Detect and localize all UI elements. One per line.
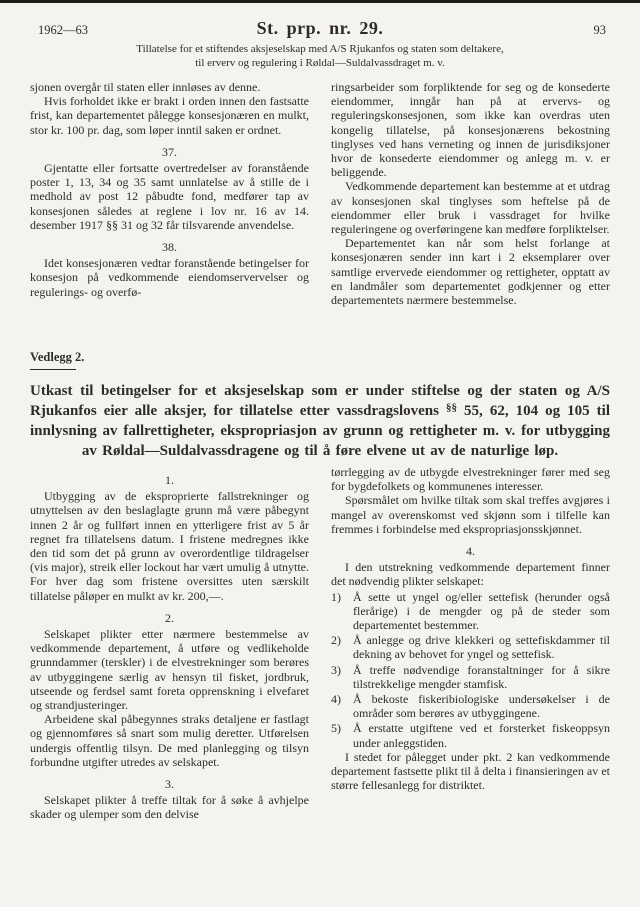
list-item-number: 5) [331, 721, 341, 736]
paragraph: I den utstrekning vedkommende departement finner det nødvendig plikter selskapet: [331, 560, 610, 589]
section-number-4: 4. [466, 544, 475, 559]
paragraph: Idet konsesjonæren vedtar foranstående betingelser for konsesjon på vedkommende eiendomservervelser og regulerings- og overfø- [30, 256, 309, 299]
paragraph: I stedet for pålegget under pkt. 2 kan vedkommende departement fastsette plikt til å delta i finansieringen av et større fellesanlegg for distriktet. [331, 749, 610, 793]
paragraph: Selskapet plikter å treffe tiltak for å søke å avhjelpe skader og ulemper som den delvise [30, 793, 309, 822]
list-item-number: 1) [331, 589, 341, 604]
paragraph: Utbygging av de eksproprierte fallstrekninger og utnyttelsen av den beslaglagte grunn må være påbegynt innen 2 år og fullført innen en ytterligere frist av 5 år regnet fra tillatelsens datum. I fristene medregnes ikke den tid som det på grunn av overordentlige tildragelser (vis major), streik eller lockout har vært umulig å utnytte. For hver dag som fristene oversittes uten særskilt tillatelse påløper en mulkt av kr. 200,—. [30, 489, 309, 603]
scan-edge-line [0, 0, 640, 3]
list-item-text: Å treffe nødvendige foranstaltninger for å sikre tilstrekkelige mengder stamfisk. [353, 662, 610, 691]
list-item [331, 633, 610, 661]
document-subtitle [30, 42, 610, 70]
list-item [331, 590, 610, 633]
list-item-text: Å bekoste fiskeribiologiske undersøkelser i de områder som berøres av utbyggingene. [353, 692, 610, 721]
paragraph: tørrlegging av de utbygde elvestrekninger fører med seg for bygdefolkets og kommunenes interesser. [331, 465, 610, 494]
section-number-3: 3. [165, 777, 174, 792]
section-sign-superscript: §§ [446, 401, 458, 414]
section-number-2: 2. [165, 610, 174, 625]
list-item [331, 692, 610, 720]
top-section [30, 80, 610, 346]
paragraph: Departementet kan når som helst forlange at konsesjonæren sender inn kart i 2 eksemplarer over samtlige ervervede eiendommer og rettigheter, opptatt av en landmåler som departementet godkjenner og etter departementets nærmere bestemmelse. [331, 236, 610, 308]
list-item-number: 4) [331, 692, 341, 707]
paragraph: Selskapet plikter etter nærmere bestemmelse av vedkommende departement, å utføre og vedlikeholde grunndammer (terskler) i de elvestrekninger som berøres av utbyggingene særlig av hensyn til fisket, jordbruk, utseende og ferdsel samt foreta opprenskning i elvefaret og strandjusteringer. [30, 627, 309, 713]
list-item-number: 3) [331, 662, 341, 677]
paragraph: Spørsmålet om hvilke tiltak som skal treffes avgjøres i mangel av overenskomst ved skjønn som i tilfelle kan fremmes i forbindelse med ekspropriasjonsskjønnet. [331, 493, 610, 536]
paragraph: Arbeidene skal påbegynnes straks detaljene er fastlagt og gjennomføres så snart som mulig deretter. Utførelsen undergis offentlig tilsyn. De med planlegging og tilsyn forbundne utgifter utredes av selskapet. [30, 712, 309, 769]
list-item-text: Å anlegge og drive klekkeri og settefiskdammer til dekning av behovet for yngel og settefisk. [353, 633, 610, 662]
list-item [331, 663, 610, 691]
list-item-text: Å erstatte utgiftene ved et forsterket fiskeoppsyn under anleggstiden. [353, 721, 610, 750]
top-right-column [331, 80, 610, 346]
page-header [30, 0, 610, 39]
paragraph: Gjentatte eller fortsatte overtredelser av foranstående poster 1, 13, 34 og 35 samt unnlatelse av å stille de i medhold av post 12 påbudte fond, medfører tap av konsesjonen således at reglene i lov nr. 16 av 14. desember 1917 §§ 31 og 32 får tilsvarende anvendelse. [30, 161, 309, 232]
appendix-heading-text-1: Utkast til betingelser for et aksjeselskap som er under stiftelse og der staten og A/S Rjukanfos eier alle aksjer, for tillatelse etter vassdragslovens [30, 383, 610, 419]
appendix-label [30, 350, 610, 370]
list-item-number: 2) [331, 633, 341, 648]
section-number-38: 38. [162, 240, 177, 255]
appendix-heading [30, 382, 610, 461]
paragraph: ringsarbeider som forpliktende for seg og de konsederte eiendommer, inngår han på at ervervs- og reguleringskonsesjonen, som ikke kan overdras uten kongelig tillatelse, på konsesjonærens bekostning tinglyses ved hans verneting og innen de jurisdiksjoner hvor de konsederte eiendommer og anlegg m. v. er beliggende. [331, 80, 610, 180]
paragraph: sjonen overgår til staten eller innløses av denne. [30, 80, 261, 94]
list-item-text: Å sette ut yngel og/eller settefisk (herunder også flerårige) i de mengder og på de steder som departementet bestemmer. [353, 589, 610, 633]
appendix-heading-text-2: 55, 62, 104 og 105 til innlysning av fallrettigheter, ekspropriasjon av grunn og rettigheter m. v. for utbygging av Røldal—Suldalvassdragene og til å føre elvene ut av de naturlige løp. [30, 402, 610, 459]
appendix-label-rule [30, 369, 76, 370]
appendix-left-column [30, 465, 309, 822]
section-number-37: 37. [162, 144, 177, 159]
page-number: 93 [593, 23, 606, 37]
subtitle-line-2: til erverv og regulering i Røldal—Suldalvassdraget m. v. [195, 57, 445, 69]
paragraph: Hvis forholdet ikke er brakt i orden innen den fastsatte frist, kan departementet pålegge konsesjonæren en mulkt, stor kr. 100 pr. dag, som løper inntil saken er ordnet. [30, 94, 309, 137]
document-title: St. prp. nr. 29. [256, 18, 384, 38]
top-left-column [30, 80, 309, 346]
subtitle-line-1: Tillatelse for et stiftendes aksjeselskap med A/S Rjukanfos og staten som deltakere, [136, 43, 504, 55]
appendix-label-text: Vedlegg 2. [30, 350, 85, 364]
paragraph: Vedkommende departement kan bestemme at et utdrag av konsesjonen skal tinglyses som heftelse på de eiendommer eller bruk i vassdraget for hvilke reguleringene og overføringene kan medføre forpliktelser. [331, 179, 610, 237]
session-year: 1962—63 [38, 23, 88, 37]
section-number-1: 1. [165, 473, 174, 487]
appendix-body [30, 465, 610, 822]
appendix-right-column [331, 465, 610, 822]
list-item [331, 721, 610, 749]
